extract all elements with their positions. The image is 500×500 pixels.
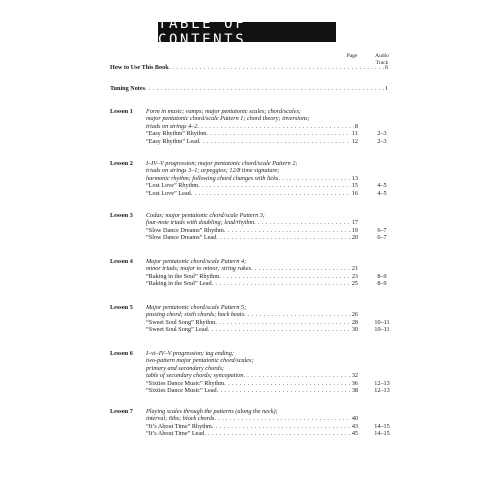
lesson-topics-entry[interactable]: [146, 372, 358, 379]
page-column-header: Page: [346, 53, 358, 59]
lesson-label: Lesson 4: [110, 258, 133, 265]
dot-leader: [278, 175, 350, 182]
dot-leader: [204, 430, 351, 437]
dot-leader: [216, 234, 351, 241]
audio-track-number: 8–9: [377, 272, 387, 280]
lesson-topics-entry[interactable]: [146, 265, 358, 272]
entry-page: 32: [351, 372, 358, 380]
lesson-label: Lesson 7: [110, 408, 133, 415]
toc-entry-tuning-notes[interactable]: [110, 85, 388, 93]
song-entry[interactable]: [146, 182, 358, 189]
lesson-description-line: Form in music; vamps; major pentatonic scales; chord/scales;: [146, 108, 301, 115]
dot-leader: [219, 273, 351, 280]
entry-page: 15: [351, 182, 358, 190]
dot-leader: [191, 190, 351, 197]
lesson-topics-entry[interactable]: [146, 219, 358, 226]
entry-page: 16: [351, 189, 358, 197]
song-entry[interactable]: [146, 273, 358, 280]
song-title: “Sixties Dance Music” Lead: [146, 387, 217, 394]
song-title: “Sweet Soul Song” Rhythm: [146, 318, 216, 326]
topics-text: minor triads; major to minor; string rakes: [146, 265, 251, 273]
lesson-label: Lesson 3: [110, 212, 133, 219]
song-title: “Raking in the Soul” Rhythm: [146, 272, 220, 280]
audio-track-number: 10–11: [374, 318, 390, 326]
lesson-description-line: Playing scales through the patterns (along the neck);: [146, 408, 278, 415]
song-entry[interactable]: [146, 387, 358, 394]
audio-track-number: 4–5: [377, 182, 387, 190]
dot-leader: [198, 182, 351, 189]
dot-leader: [217, 387, 351, 394]
entry-page: 28: [351, 318, 358, 326]
entry-page: 13: [351, 174, 358, 182]
lesson-label: Lesson 1: [110, 108, 133, 115]
dot-leader: [145, 85, 384, 93]
topics-text: triads on strings 4–2: [146, 122, 198, 130]
lesson-topics-entry[interactable]: [146, 175, 358, 182]
song-title: “Easy Rhythm” Lead: [146, 137, 199, 145]
toc-entry-how-to-use[interactable]: [110, 64, 388, 72]
entry-label: How to Use This Book: [110, 64, 169, 71]
dot-leader: [208, 326, 351, 333]
entry-page: 45: [351, 430, 358, 438]
entry-page: 19: [351, 226, 358, 234]
entry-page: 38: [351, 387, 358, 394]
dot-leader: [197, 123, 354, 130]
song-entry[interactable]: [146, 326, 358, 333]
dot-leader: [215, 319, 351, 326]
song-title: “Slow Dance Dreams” Rhythm: [146, 226, 224, 234]
audio-track-number: 6–7: [377, 226, 387, 234]
song-entry[interactable]: [146, 430, 358, 437]
page-title: TABLE OF CONTENTS: [158, 22, 336, 42]
topics-text: harmonic rhythm; following chord changes with licks: [146, 174, 279, 182]
song-title: “Slow Dance Dreams” Lead: [146, 234, 217, 242]
lesson-topics-entry[interactable]: [146, 415, 358, 422]
audio-track-number: 8–9: [377, 280, 387, 288]
dot-leader: [224, 380, 351, 387]
song-title: “It’s About Time” Lead: [146, 430, 205, 438]
audio-track-column-header: Audio Track: [375, 53, 389, 66]
song-title: “Easy Rhythm” Rhythm: [146, 130, 207, 138]
entry-page: 8: [354, 122, 358, 130]
lesson-topics-entry[interactable]: [146, 123, 358, 130]
entry-page: 40: [351, 415, 358, 423]
lesson-label: Lesson 6: [110, 350, 133, 357]
dot-leader: [207, 130, 352, 137]
song-entry[interactable]: [146, 130, 358, 137]
audio-track-number: 2–3: [377, 137, 387, 145]
entry-page: 20: [351, 234, 358, 242]
entry-page: 17: [351, 219, 358, 227]
lesson-topics-entry[interactable]: [146, 311, 358, 318]
dot-leader: [169, 64, 384, 72]
lesson-description-line: major pentatonic chord/scale Pattern 1; chord theory; inversions;: [146, 115, 310, 123]
audio-track-number: 10–11: [374, 326, 390, 334]
song-entry[interactable]: [146, 380, 358, 387]
audio-track-number: 14–15: [374, 422, 390, 430]
audio-track-number: 14–15: [374, 430, 390, 438]
song-entry[interactable]: [146, 227, 358, 234]
entry-page: 1: [384, 85, 388, 92]
audio-track-number: 4–5: [377, 189, 387, 197]
lesson-label: Lesson 5: [110, 304, 133, 311]
lesson-description-line: I–vi–IV–V progression; tag ending;: [146, 350, 234, 357]
audio-track-number: 2–3: [377, 130, 387, 138]
dot-leader: [244, 311, 351, 318]
song-entry[interactable]: [146, 138, 358, 145]
song-title: “Raking in the Soul” Lead: [146, 280, 212, 288]
entry-page: 6: [384, 64, 388, 71]
entry-page: 11: [352, 130, 358, 138]
dot-leader: [243, 372, 350, 379]
entry-label: Tuning Notes: [110, 85, 146, 92]
audio-track-number: 12–13: [374, 387, 390, 394]
song-title: “Lost Love” Rhythm: [146, 182, 199, 190]
entry-page: 30: [351, 326, 358, 334]
topics-text: passing chord; sixth chords; back beats: [146, 311, 245, 319]
entry-page: 23: [351, 272, 358, 280]
lesson-description-line: Major pentatonic chord/scale Pattern 4;: [146, 258, 247, 265]
dot-leader: [199, 138, 351, 145]
lesson-description-line: I–IV–V progression; major pentatonic chord/scale Pattern 2;: [146, 160, 298, 167]
song-entry[interactable]: [146, 280, 358, 287]
entry-page: 21: [351, 265, 358, 273]
entry-page: 25: [351, 280, 358, 288]
song-title: “Sixties Dance Music” Rhythm: [146, 379, 225, 387]
entry-page: 12: [351, 137, 358, 145]
dot-leader: [212, 423, 351, 430]
audio-track-number: 6–7: [377, 234, 387, 242]
entry-page: 26: [351, 311, 358, 319]
lesson-description-line: Codas; major pentatonic chord/scale Pattern 3;: [146, 212, 265, 219]
dot-leader: [224, 227, 351, 234]
song-title: “It’s About Time” Rhythm: [146, 422, 212, 430]
dot-leader: [212, 280, 351, 287]
lesson-description-line: triads on strings 3–1; arpeggios; 12/8 time signature;: [146, 167, 280, 175]
lesson-description-line: two-pattern major pentatonic chord/scales;: [146, 357, 254, 365]
dot-leader: [254, 219, 351, 226]
song-title: “Sweet Soul Song” Lead: [146, 326, 208, 334]
topics-text: table of secondary chords; syncopation: [146, 372, 244, 380]
lesson-label: Lesson 2: [110, 160, 133, 167]
lesson-description-line: Major pentatonic chord/scale Pattern 5;: [146, 304, 247, 311]
topics-text: four-note triads with doubling; lead/rhythm: [146, 219, 255, 227]
lesson-description-line: primary and secondary chords;: [146, 364, 224, 372]
topics-text: interval; 6ths; block chords: [146, 415, 215, 423]
song-title: “Lost Love” Lead: [146, 189, 191, 197]
dot-leader: [251, 265, 351, 272]
song-entry[interactable]: [146, 234, 358, 241]
audio-track-number: 12–13: [374, 379, 390, 387]
song-entry[interactable]: [146, 190, 358, 197]
entry-page: 43: [351, 422, 358, 430]
dot-leader: [214, 415, 350, 422]
song-entry[interactable]: [146, 423, 358, 430]
entry-page: 36: [351, 379, 358, 387]
song-entry[interactable]: [146, 319, 358, 326]
